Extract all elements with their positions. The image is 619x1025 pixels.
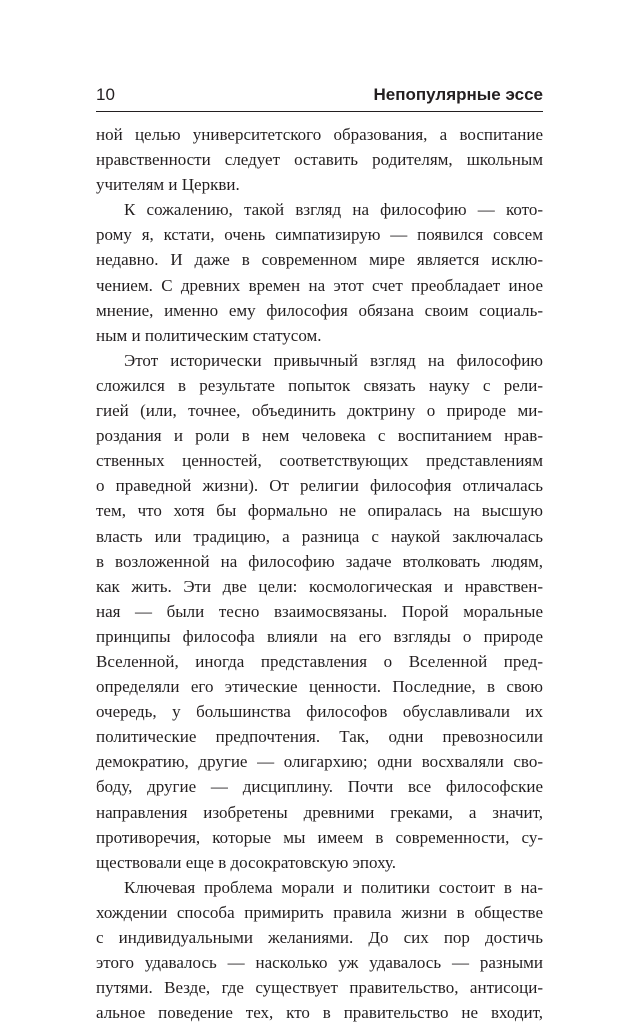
- text-line: противоречия, которые мы имеем в современности, су-: [96, 827, 543, 847]
- text-line: направления изобретены древними греками, а значит,: [96, 802, 543, 822]
- text-line: очередь, у большинства философов обуславливали их: [96, 702, 543, 722]
- text-line: мнение, именно ему философия обязана своим социаль-: [96, 300, 543, 320]
- book-page: [96, 84, 543, 1025]
- text-line: в возложенной на философию задаче втолковать людям,: [96, 551, 543, 571]
- text-line: ществовали еще в досократовскую эпоху.: [96, 852, 396, 872]
- text-line: этого удавалось — насколько уж удавалось — разными: [96, 953, 543, 973]
- text-line: с индивидуальными желаниями. До сих пор достичь: [96, 928, 543, 947]
- text-line: путями. Везде, где существует правительство, антисоци-: [96, 978, 543, 998]
- text-line: рому я, кстати, очень симпатизирую — появился совсем: [96, 225, 543, 245]
- text-line: ственных ценностей, соответствующих представлениям: [96, 451, 543, 471]
- text-line: учителям и Церкви.: [96, 175, 240, 195]
- text-line: ной целью университетского образования, а воспитание: [96, 125, 543, 144]
- text-line: принципы философа влияли на его взгляды о природе: [96, 626, 543, 646]
- text-line: альное поведение тех, кто в правительство не входит,: [96, 1003, 543, 1023]
- text-line: власть или традицию, а разница с наукой заключалась: [96, 526, 543, 546]
- paragraph: [96, 875, 543, 1025]
- text-line: Ключевая проблема морали и политики состоит в на-: [124, 877, 543, 897]
- text-line: политические предпочтения. Так, одни превозносили: [96, 727, 543, 747]
- text-line: сложился в результате попыток связать науку с рели-: [96, 375, 543, 395]
- text-line: тем, что хотя бы формально не опиралась на высшую: [96, 501, 543, 521]
- text-line: боду, другие — дисциплину. Почти все философские: [96, 777, 543, 797]
- paragraph: [96, 122, 543, 197]
- text-line: Вселенной, иногда представления о Вселенной пред-: [96, 651, 543, 671]
- text-line: гией (или, точнее, объединить доктрину о природе ми-: [96, 401, 543, 421]
- text-line: как жить. Эти две цели: космологическая и нравствен-: [96, 576, 543, 596]
- text-line: демократию, другие — олигархию; одни восхваляли сво-: [96, 752, 543, 772]
- paragraph: [96, 197, 543, 348]
- text-line: недавно. И даже в современном мире является исклю-: [96, 250, 543, 270]
- paragraph: [96, 348, 543, 875]
- text-line: роздания и роли в нем человека с воспитанием нрав-: [96, 426, 543, 446]
- text-line: нравственности следует оставить родителям, школьным: [96, 150, 543, 170]
- text-line: о праведной жизни). От религии философия отличалась: [96, 476, 543, 496]
- text-line: Этот исторически привычный взгляд на философию: [124, 350, 543, 370]
- running-title: Непопулярные эссе: [373, 85, 543, 104]
- text-line: хождении способа примирить правила жизни в обществе: [96, 902, 543, 922]
- page-number: 10: [96, 85, 115, 104]
- text-line: ная — были тесно взаимосвязаны. Порой моральные: [96, 601, 543, 621]
- body-text: [96, 122, 543, 1025]
- text-line: чением. С древних времен на этот счет преобладает иное: [96, 275, 543, 295]
- text-line: К сожалению, такой взгляд на философию — кото-: [124, 200, 543, 220]
- page-header: [96, 84, 543, 106]
- text-line: определяли его этические ценности. Последние, в свою: [96, 677, 543, 697]
- text-line: ным и политическим статусом.: [96, 325, 322, 345]
- header-rule: [96, 111, 543, 112]
